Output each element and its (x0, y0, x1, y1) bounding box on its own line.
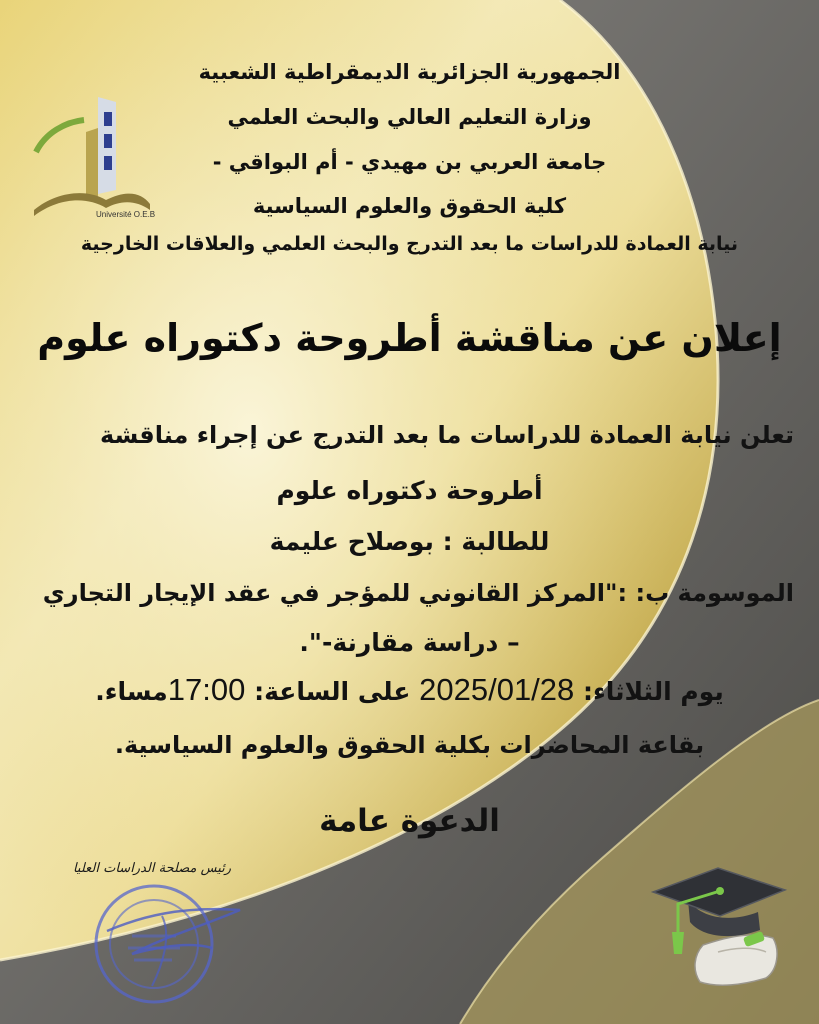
invitation-text: الدعوة عامة (319, 803, 500, 839)
topic-line-2: – دراسة مقارنة-". (299, 628, 520, 657)
venue-line: بقاعة المحاضرات بكلية الحقوق والعلوم السياسية. (114, 731, 705, 759)
header-republic: الجمهورية الجزائرية الديمقراطية الشعبية (198, 60, 621, 84)
day-prefix: يوم الثلاثاء: (583, 677, 724, 706)
official-stamp-icon (92, 876, 242, 1006)
header-university: جامعة العربي بن مهيدي - أم البواقي - (212, 150, 607, 174)
topic-line-1: الموسومة ب: :"المركز القانوني للمؤجر في عقد الإيجار التجاري (42, 579, 794, 607)
announcement-line-2: أطروحة دكتوراه علوم (276, 476, 543, 505)
date-time-line (0, 672, 819, 708)
date-value: 2025/01/28 (419, 672, 575, 707)
announcement-line-1: تعلن نيابة العمادة للدراسات ما بعد التدرج عن إجراء مناقشة (100, 421, 794, 449)
official-stamp (92, 876, 242, 1006)
student-label: للطالبة : بوصلاح عليمة (269, 527, 550, 556)
logo-text: Université O.E.B (96, 210, 156, 219)
signature-label: رئيس مصلحة الدراسات العليا (72, 861, 232, 876)
header-faculty: كلية الحقوق والعلوم السياسية (252, 194, 567, 218)
header-deanery: نيابة العمادة للدراسات ما بعد التدرج والبحث العلمي والعلاقات الخارجية (80, 233, 739, 255)
graduation-cap-icon (648, 860, 788, 995)
graduation-decoration (648, 860, 788, 995)
time-prefix: على الساعة: (254, 677, 411, 706)
time-value: 17:00 (167, 672, 246, 707)
time-suffix: مساء. (95, 677, 168, 706)
page-title: إعلان عن مناقشة أطروحة دكتوراه علوم (37, 316, 782, 360)
header-ministry: وزارة التعليم العالي والبحث العلمي (227, 105, 592, 129)
